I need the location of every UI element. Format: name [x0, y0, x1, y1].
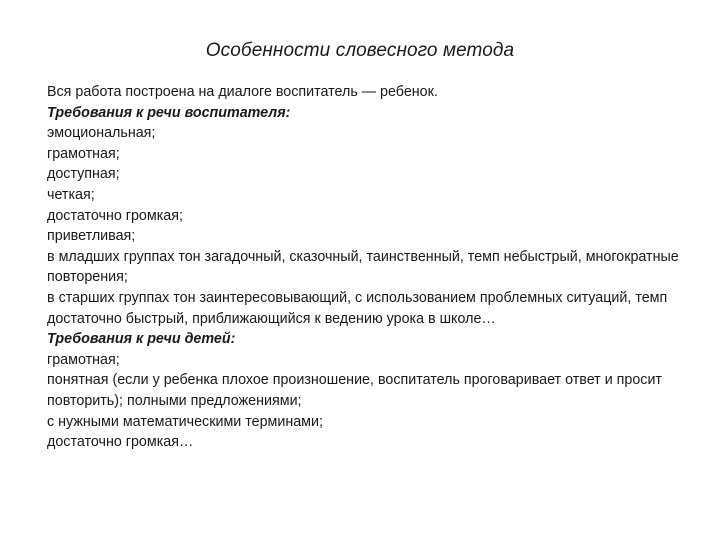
- slide-title: Особенности словесного метода: [205, 40, 515, 61]
- children-requirements-heading: Требования к речи детей:: [47, 331, 236, 348]
- list-item: доступная;: [47, 166, 120, 183]
- teacher-requirements-heading: Требования к речи воспитателя:: [47, 104, 291, 121]
- list-item: грамотная;: [47, 145, 120, 162]
- list-item: понятная (если у ребенка плохое произношение, воспитатель проговаривает ответ и просит повторить); полными предложениями;: [47, 372, 662, 409]
- list-item: в старших группах тон заинтересовывающий, с использованием проблемных ситуаций, темп достаточно быстрый, приближающийся к ведению урока в школе…: [47, 289, 668, 327]
- intro-text: Вся работа построена на диалоге воспитатель — ребенок.: [47, 84, 438, 100]
- list-item: эмоциональная;: [47, 125, 156, 142]
- list-item: с нужными математическими терминами;: [47, 413, 323, 430]
- list-item: достаточно громкая;: [47, 207, 183, 224]
- list-item: достаточно громкая…: [47, 434, 194, 451]
- list-item: приветливая;: [47, 228, 136, 245]
- list-item: четкая;: [47, 186, 95, 203]
- list-item: в младших группах тон загадочный, сказочный, таинственный, темп небыстрый, многократные повторения;: [47, 248, 679, 286]
- list-item: грамотная;: [47, 351, 120, 368]
- slide-body: [47, 82, 687, 453]
